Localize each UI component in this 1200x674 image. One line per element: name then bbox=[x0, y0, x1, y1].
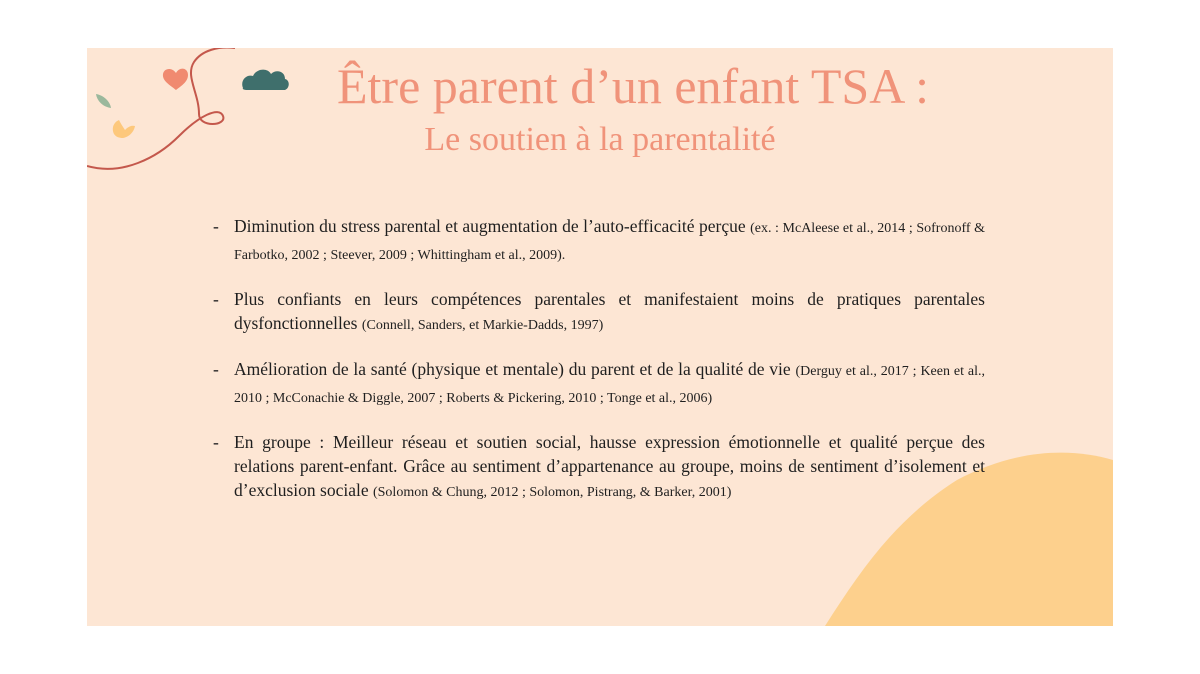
bullet-marker: - bbox=[213, 359, 219, 379]
bullet-reference: (ex. : McAleese et al., 2014 ; Sofronoff & Farbotko, 2002 ; Steever, 2009 ; Whittingham et al., 2009). bbox=[234, 221, 985, 263]
bullet-text: Amélioration de la santé (physique et mentale) du parent et de la qualité de vie bbox=[234, 359, 796, 379]
slide bbox=[87, 48, 1113, 626]
bullet-text: Plus confiants en leurs compétences parentales et manifestaient moins de pratiques parentales dysfonctionnelles bbox=[234, 289, 985, 333]
bullet-marker: - bbox=[213, 216, 219, 236]
bullet-text: En groupe : Meilleur réseau et soutien social, hausse expression émotionnelle et qualité perçue des relations parent-enfant. Grâce au sentiment d’appartenance au groupe, moins de sentiment d’isolement et d’exclusion sociale bbox=[234, 432, 985, 500]
bullet-item bbox=[213, 357, 985, 411]
slide-subtitle: Le soutien à la parentalité bbox=[424, 121, 776, 158]
bullet-item bbox=[213, 287, 985, 338]
bullet-reference: (Solomon & Chung, 2012 ; Solomon, Pistrang, & Barker, 2001) bbox=[372, 485, 732, 500]
bullet-marker: - bbox=[213, 289, 219, 309]
bullet-text: Diminution du stress parental et augmentation de l’auto-efficacité perçue bbox=[234, 216, 751, 236]
bullet-list bbox=[213, 214, 985, 524]
bullet-item bbox=[213, 214, 985, 268]
bullet-item bbox=[213, 430, 985, 505]
slide-title: Être parent d’un enfant TSA : bbox=[337, 58, 929, 114]
bullet-reference: (Derguy et al., 2017 ; Keen et al., 2010 ; McConachie & Diggle, 2007 ; Roberts & Pickering, 2010 ; Tonge et al., 2006) bbox=[234, 364, 985, 406]
bullet-reference: (Connell, Sanders, et Markie-Dadds, 1997) bbox=[361, 318, 604, 333]
bullet-marker: - bbox=[213, 432, 219, 452]
